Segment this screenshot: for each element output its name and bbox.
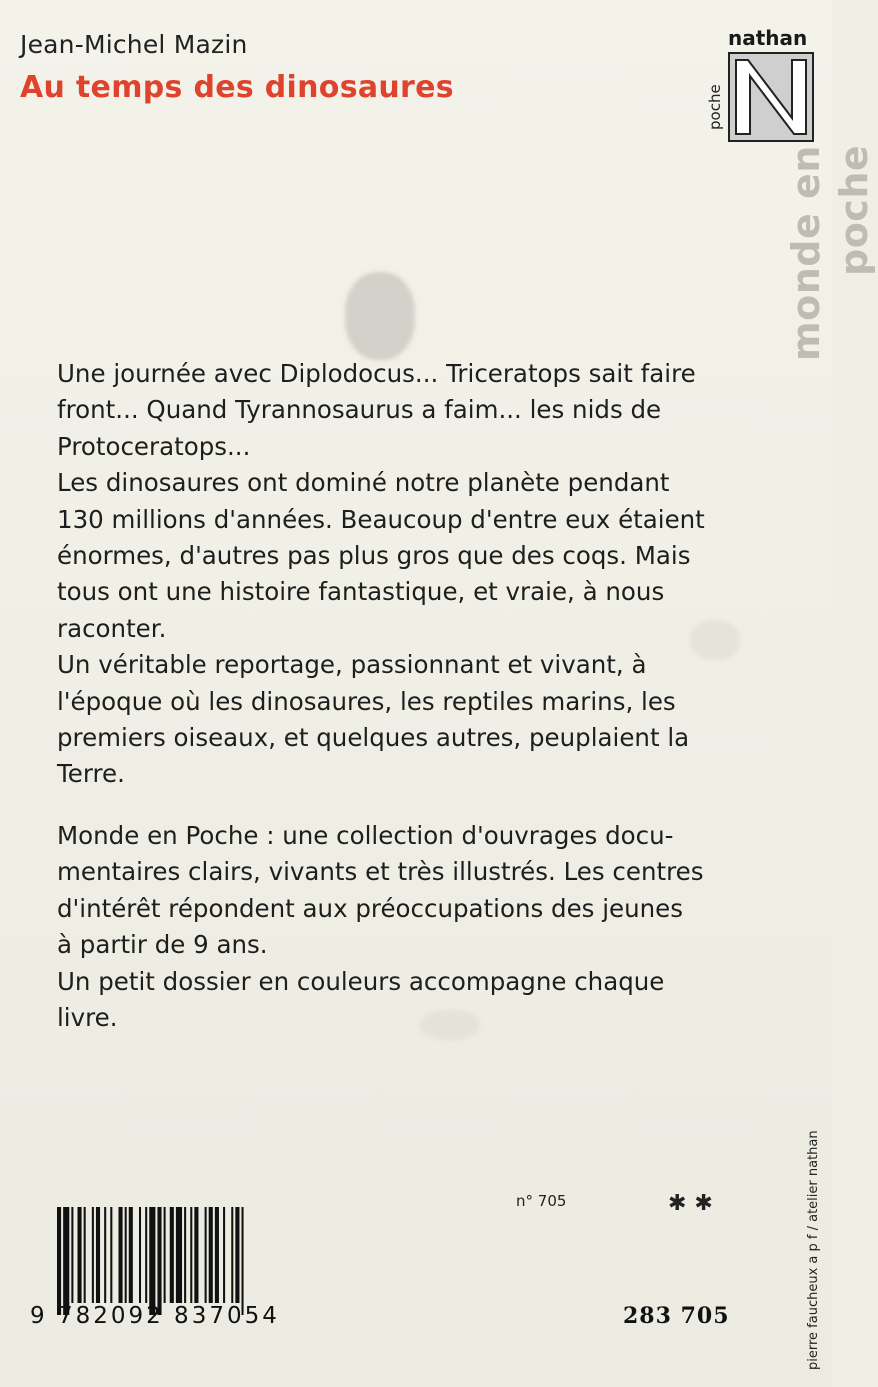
barcode-bar xyxy=(57,1207,61,1315)
nathan-label: nathan xyxy=(728,26,808,50)
barcode-bar xyxy=(149,1207,155,1315)
barcode-bar xyxy=(71,1207,73,1303)
isbn-barcode xyxy=(57,1207,307,1317)
barcode-bar xyxy=(84,1207,86,1303)
barcode-bar xyxy=(194,1207,198,1303)
collection-spine-label: monde en poche xyxy=(784,145,876,361)
author-name: Jean-Michel Mazin xyxy=(20,30,248,59)
text-line: mentaires clairs, vivants et très illustrés. Les centres xyxy=(57,857,704,887)
text-line: Terre. xyxy=(57,759,125,789)
text-line: livre. xyxy=(57,1003,118,1033)
barcode-bar xyxy=(164,1207,166,1303)
paper-stain xyxy=(345,272,415,360)
barcode-bar xyxy=(242,1207,244,1315)
text-line: énormes, d'autres pas plus gros que des coqs. Mais xyxy=(57,541,691,571)
nathan-n-logo-icon xyxy=(728,52,814,142)
text-line: Un véritable reportage, passionnant et vivant, à xyxy=(57,650,647,680)
text-line: Un petit dossier en couleurs accompagne chaque xyxy=(57,966,665,996)
difficulty-stars: ✱✱ xyxy=(668,1191,721,1216)
book-title: Au temps des dinosaures xyxy=(20,70,454,105)
text-line: tous ont une histoire fantastique, et vraie, à nous xyxy=(57,577,665,607)
text-line: Protoceratops... xyxy=(57,431,251,461)
isbn-digits: 9 782092 837054 xyxy=(30,1303,280,1329)
collection-number: n° 705 xyxy=(516,1192,567,1210)
barcode-bar xyxy=(184,1207,186,1303)
barcode-bar xyxy=(145,1207,147,1303)
text-line: Une journée avec Diplodocus... Triceratops sait faire xyxy=(57,359,696,388)
barcode-bar xyxy=(110,1207,112,1303)
text-line: 130 millions d'années. Beaucoup d'entre eux étaient xyxy=(57,504,705,534)
barcode-bar xyxy=(235,1207,239,1303)
text-line: front... Quand Tyrannosaurus a faim... les nids de xyxy=(57,395,662,425)
text-line: à partir de 9 ans. xyxy=(57,930,268,960)
text-line: d'intérêt répondent aux préoccupations des jeunes xyxy=(57,893,683,923)
barcode-bar xyxy=(92,1207,94,1303)
barcode-bar xyxy=(63,1207,69,1315)
synopsis-text xyxy=(57,356,729,793)
price-code: 283 705 xyxy=(623,1303,730,1329)
barcode-bar xyxy=(125,1207,127,1303)
collection-description xyxy=(57,818,729,1036)
barcode-bar xyxy=(129,1207,133,1303)
poche-label: poche xyxy=(706,84,724,130)
text-line: Les dinosaures ont dominé notre planète pendant xyxy=(57,468,670,498)
barcode-bar xyxy=(119,1207,123,1303)
barcode-bar xyxy=(96,1207,100,1303)
barcode-bar xyxy=(231,1207,233,1303)
barcode-bar xyxy=(170,1207,174,1303)
publisher-logo xyxy=(704,28,816,148)
barcode-bar xyxy=(190,1207,192,1303)
design-credit: pierre faucheux a p f / atelier nathan xyxy=(806,1130,821,1370)
barcode-bar xyxy=(157,1207,161,1315)
barcode-bar xyxy=(104,1207,106,1303)
barcode-bar xyxy=(209,1207,213,1303)
barcode-bar xyxy=(176,1207,182,1303)
text-line: premiers oiseaux, et quelques autres, peuplaient la xyxy=(57,723,690,753)
barcode-bar xyxy=(78,1207,82,1303)
barcode-bar xyxy=(205,1207,207,1303)
barcode-bar xyxy=(215,1207,219,1303)
barcode-bar xyxy=(223,1207,225,1303)
text-line: raconter. xyxy=(57,613,167,643)
barcode-bar xyxy=(139,1207,141,1303)
text-line: l'époque où les dinosaures, les reptiles marins, les xyxy=(57,686,676,716)
text-line: Monde en Poche : une collection d'ouvrages docu- xyxy=(57,821,674,850)
